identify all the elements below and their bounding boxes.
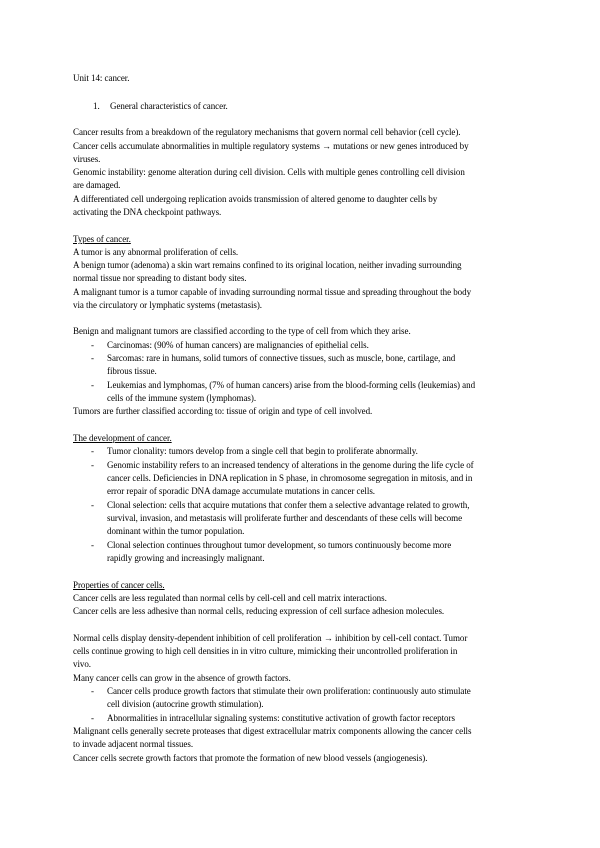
bullet-text: Tumor clonality: tumors develop from a single cell that begin to proliferate abnormally. xyxy=(107,446,418,456)
bullet-text: cells of the immune system (lymphomas). xyxy=(107,393,257,403)
paragraph-line: are damaged. xyxy=(73,180,121,190)
bullet-dash: - xyxy=(91,446,94,456)
bullet-text: Clonal selection continues throughout tumor development, so tumors continuously become more xyxy=(107,540,452,550)
bullet-text: Clonal selection: cells that acquire mutations that confer them a selective advantage related to growth, xyxy=(107,500,470,510)
section-heading: The development of cancer. xyxy=(73,433,172,443)
bullet-text: fibrous tissue. xyxy=(107,366,157,376)
bullet-dash: - xyxy=(91,353,94,363)
bullet-text: rapidly growing and increasingly malignant. xyxy=(107,553,265,563)
paragraph-line: Benign and malignant tumors are classified according to the type of cell from which they arise. xyxy=(73,326,411,336)
paragraph-line: to invade adjacent normal tissues. xyxy=(73,739,194,749)
paragraph-line: Many cancer cells can grow in the absence of growth factors. xyxy=(73,673,291,683)
bullet-dash: - xyxy=(91,340,94,350)
bullet-dash: - xyxy=(91,713,94,723)
bullet-text: Leukemias and lymphomas, (7% of human cancers) arise from the blood-forming cells (leukemias) and xyxy=(107,380,476,390)
paragraph-line: Normal cells display density-dependent inhibition of cell proliferation → inhibition by cell-cell contact. Tumor xyxy=(73,633,468,643)
paragraph-line: Cancer cells are less regulated than normal cells by cell-cell and cell matrix interactions. xyxy=(73,593,387,603)
paragraph-line: A tumor is any abnormal proliferation of cells. xyxy=(73,247,239,257)
document-title: Unit 14: cancer. xyxy=(73,73,130,83)
paragraph-line: A malignant tumor is a tumor capable of invading surrounding normal tissue and spreading throughout the body xyxy=(73,287,472,297)
bullet-dash: - xyxy=(91,540,94,550)
bullet-text: Sarcomas: rare in humans, solid tumors of connective tissues, such as muscle, bone, cartilage, and xyxy=(107,353,456,363)
bullet-text: Cancer cells produce growth factors that stimulate their own proliferation: continuously auto stimulate xyxy=(107,686,471,696)
bullet-text: Carcinomas: (90% of human cancers) are malignancies of epithelial cells. xyxy=(107,340,369,350)
paragraph-line: A differentiated cell undergoing replication avoids transmission of altered genome to daughter cells by xyxy=(73,194,438,204)
paragraph-line: Genomic instability: genome alteration during cell division. Cells with multiple genes controlling cell division xyxy=(73,167,465,177)
paragraph-line: Cancer cells accumulate abnormalities in multiple regulatory systems → mutations or new genes introduced by xyxy=(73,141,469,151)
paragraph-line: Cancer results from a breakdown of the regulatory mechanisms that govern normal cell behavior (cell cycle). xyxy=(73,127,461,137)
section-number: 1. xyxy=(93,101,100,111)
bullet-dash: - xyxy=(91,380,94,390)
paragraph-line: Cancer cells are less adhesive than normal cells, reducing expression of cell surface adhesion molecules. xyxy=(73,606,445,616)
paragraph-line: cells continue growing to high cell densities in in vitro culture, mimicking their uncontrolled proliferation in xyxy=(73,646,458,656)
bullet-text: cancer cells. Deficiencies in DNA replication in S phase, in chromosome segregation in mitosis, and in xyxy=(107,473,473,483)
bullet-dash: - xyxy=(91,500,94,510)
section-heading: Types of cancer. xyxy=(73,234,131,244)
paragraph-line: Tumors are further classified according to: tissue of origin and type of cell involved. xyxy=(73,406,373,416)
paragraph-line: viruses. xyxy=(73,154,101,164)
section-title: General characteristics of cancer. xyxy=(110,101,228,111)
bullet-text: error repair of sporadic DNA damage accumulate mutations in cancer cells. xyxy=(107,486,375,496)
paragraph-line: Malignant cells generally secrete proteases that digest extracellular matrix components allowing the cancer cells xyxy=(73,726,472,736)
bullet-text: dominant within the tumor population. xyxy=(107,526,245,536)
paragraph-line: activating the DNA checkpoint pathways. xyxy=(73,207,222,217)
section-heading: Properties of cancer cells. xyxy=(73,580,165,590)
paragraph-line: normal tissue nor spreading to distant body sites. xyxy=(73,273,247,283)
paragraph-line: A benign tumor (adenoma) a skin wart remains confined to its original location, neither invading surrounding xyxy=(73,260,462,270)
paragraph-line: vivo. xyxy=(73,659,92,669)
bullet-text: Abnormalities in intracellular signaling systems: constitutive activation of growth factor receptors xyxy=(107,713,455,723)
paragraph-line: Cancer cells secrete growth factors that promote the formation of new blood vessels (angiogenesis). xyxy=(73,753,428,763)
paragraph-line: via the circulatory or lymphatic systems (metastasis). xyxy=(73,300,262,310)
bullet-text: cell division (autocrine growth stimulation). xyxy=(107,699,264,709)
bullet-dash: - xyxy=(91,686,94,696)
bullet-text: Genomic instability refers to an increased tendency of alterations in the genome during the life cycle of xyxy=(107,460,474,470)
bullet-text: survival, invasion, and metastasis will proliferate further and descendants of these cells will become xyxy=(107,513,463,523)
bullet-dash: - xyxy=(91,460,94,470)
